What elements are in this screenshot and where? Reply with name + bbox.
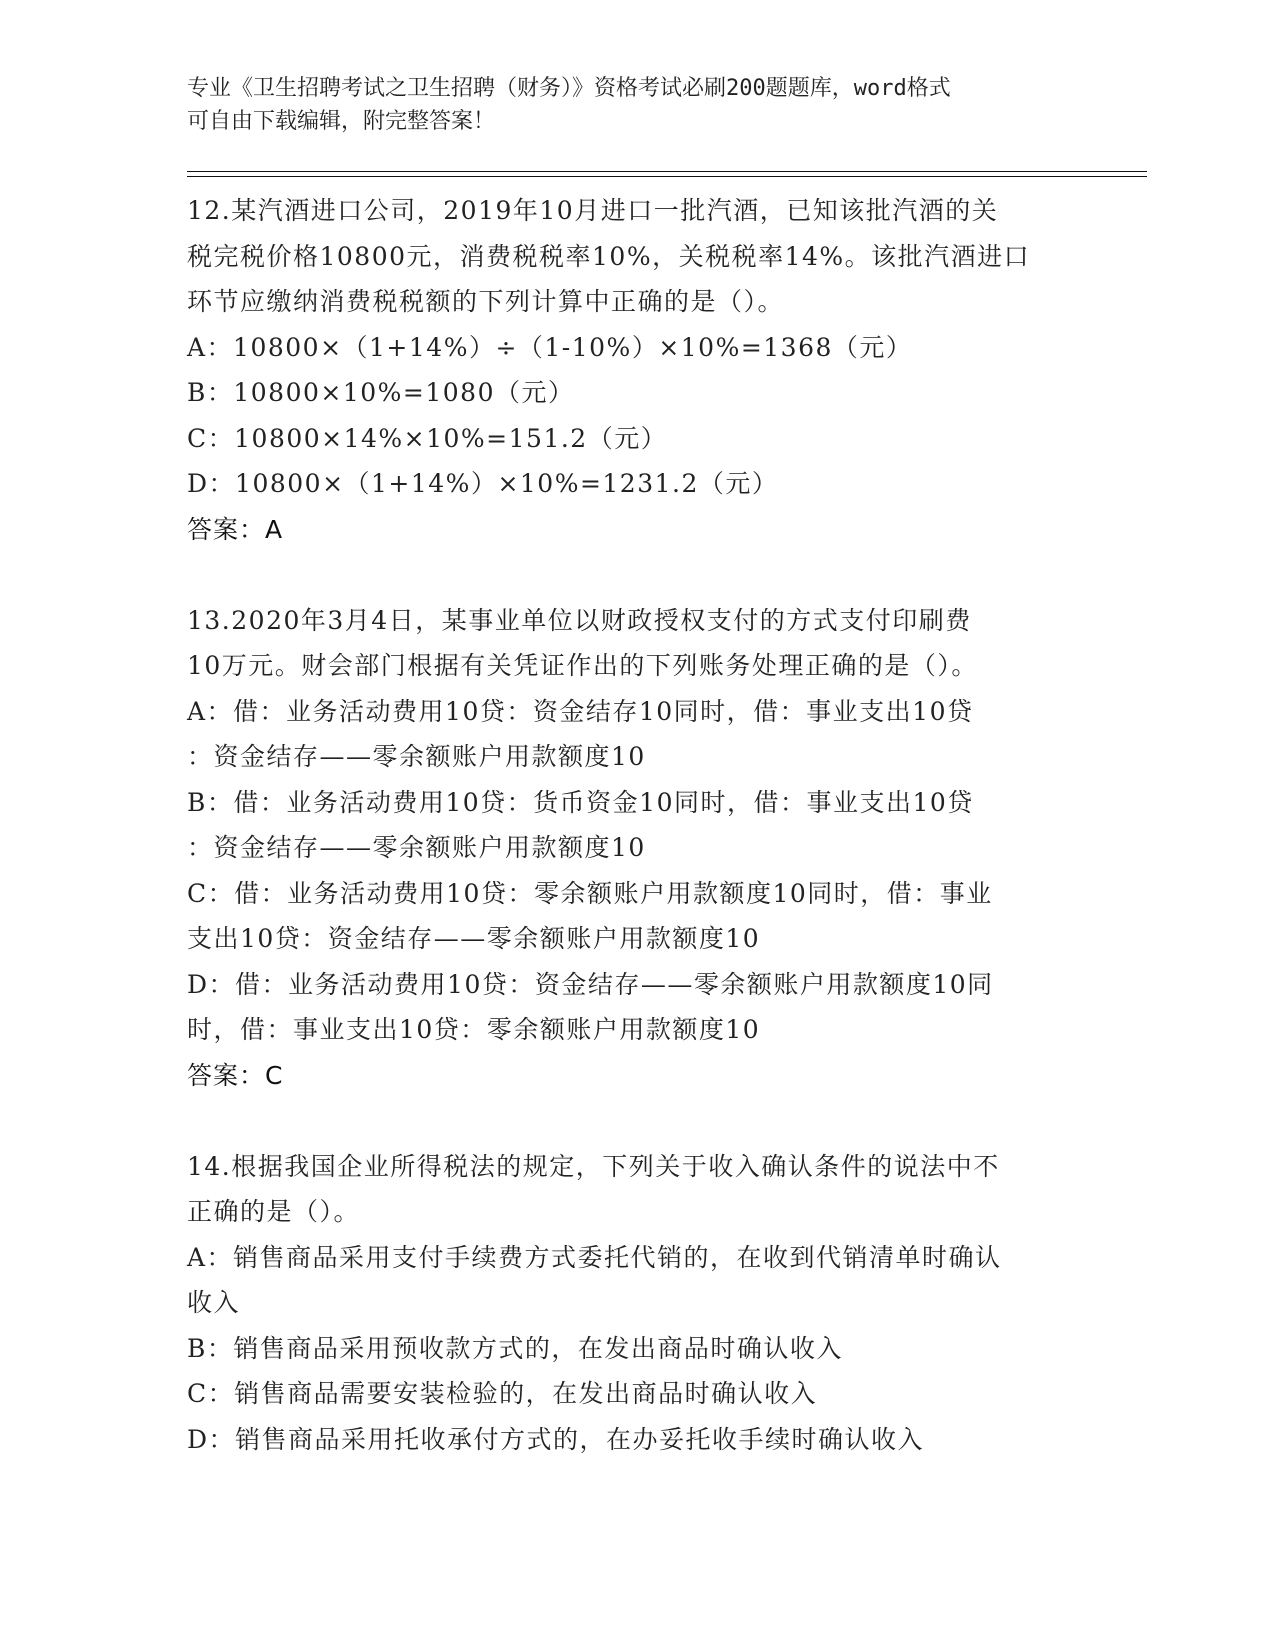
question-stem-line: 13.2020年3月4日，某事业单位以财政授权支付的方式支付印刷费 xyxy=(187,605,972,635)
header-line-2: 可自由下载编辑，附完整答案！ xyxy=(187,109,496,134)
question-stem-line: 14.根据我国企业所得税法的规定，下列关于收入确认条件的说法中不 xyxy=(187,1151,1000,1181)
option-a: A：销售商品采用支付手续费方式委托代销的，在收到代销清单时确认 xyxy=(187,1242,1002,1272)
option-a: A：10800×（1+14%）÷（1-10%）×10%=1368（元） xyxy=(187,332,913,362)
question-block xyxy=(187,598,1067,1099)
question-block xyxy=(187,1144,1067,1463)
header-line-1: 专业《卫生招聘考试之卫生招聘（财务）》资格考试必刷200题题库，word格式 xyxy=(187,76,951,101)
answer-line: 答案：A xyxy=(187,514,284,544)
question-block xyxy=(187,188,1067,552)
question-stem-line: 环节应缴纳消费税税额的下列计算中正确的是（）。 xyxy=(187,287,785,316)
question-list xyxy=(187,188,1067,1462)
answer-line: 答案：C xyxy=(187,1060,284,1090)
option-a-continued: ：资金结存——零余额账户用款额度10 xyxy=(187,742,646,771)
option-b: B：借：业务活动费用10贷：货币资金10同时，借：事业支出10贷 xyxy=(187,787,974,817)
header-divider-top xyxy=(187,171,1147,172)
question-stem-line: 10万元。财会部门根据有关凭证作出的下列账务处理正确的是（）。 xyxy=(187,651,978,680)
option-a-continued: 收入 xyxy=(187,1288,241,1317)
option-b-continued: ：资金结存——零余额账户用款额度10 xyxy=(187,833,646,862)
question-spacer xyxy=(187,1098,1067,1144)
question-stem-line: 12.某汽酒进口公司，2019年10月进口一批汽酒，已知该批汽酒的关 xyxy=(187,196,999,225)
option-c-continued: 支出10贷：资金结存——零余额账户用款额度10 xyxy=(187,924,761,953)
option-d-continued: 时，借：事业支出10贷：零余额账户用款额度10 xyxy=(187,1015,761,1044)
question-stem-line: 正确的是（）。 xyxy=(187,1197,361,1226)
question-spacer xyxy=(187,552,1067,598)
header-divider-bottom xyxy=(187,176,1147,177)
option-d: D：10800×（1+14%）×10%=1231.2（元） xyxy=(187,469,779,498)
option-b: B：10800×10%=1080（元） xyxy=(187,378,575,407)
option-a: A：借：业务活动费用10贷：资金结存10同时，借：事业支出10贷 xyxy=(187,696,974,726)
option-c: C：10800×14%×10%=151.2（元） xyxy=(187,423,668,453)
option-d: D：借：业务活动费用10贷：资金结存——零余额账户用款额度10同 xyxy=(187,969,994,999)
document-header xyxy=(187,72,1067,138)
question-stem-line: 税完税价格10800元，消费税税率10%，关税税率14%。该批汽酒进口 xyxy=(187,241,1031,271)
option-b: B：销售商品采用预收款方式的，在发出商品时确认收入 xyxy=(187,1333,843,1363)
option-d: D：销售商品采用托收承付方式的，在办妥托收手续时确认收入 xyxy=(187,1424,925,1454)
option-c: C：销售商品需要安装检验的，在发出商品时确认收入 xyxy=(187,1379,818,1408)
option-c: C：借：业务活动费用10贷：零余额账户用款额度10同时，借：事业 xyxy=(187,878,993,908)
